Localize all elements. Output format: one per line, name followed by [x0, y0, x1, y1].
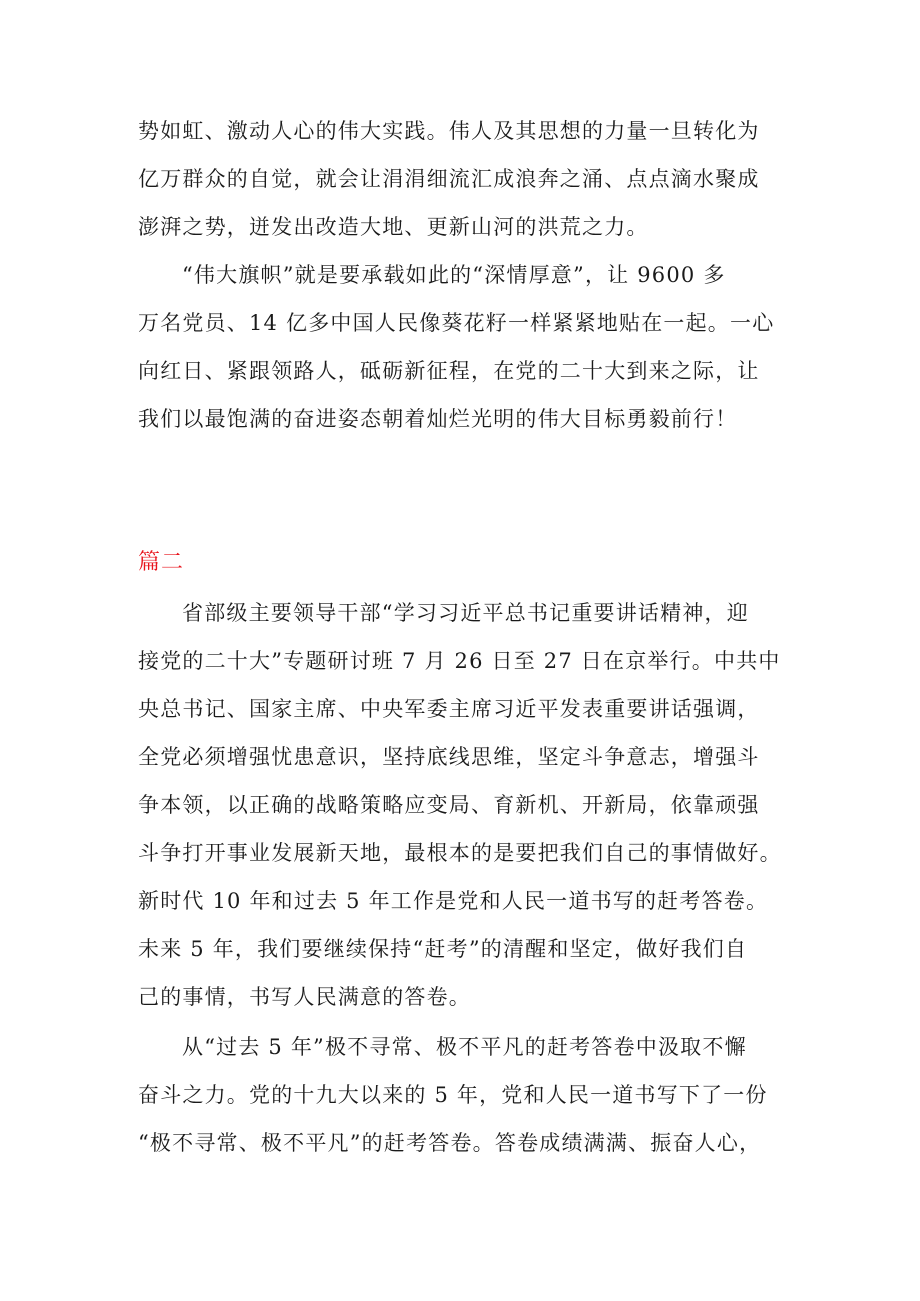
- text-line: 万名党员、14 亿多中国人民像葵花籽一样紧紧地贴在一起。一心: [138, 311, 775, 335]
- text-line: 全党必须增强忧患意识，坚持底线思维，坚定斗争意志，增强斗: [138, 745, 760, 769]
- text-line: 新时代 10 年和过去 5 年工作是党和人民一道书写的赶考答卷。: [138, 889, 769, 913]
- text-line: 争本领，以正确的战略策略应变局、育新机、开新局，依靠顽强: [138, 793, 760, 817]
- text-line: 澎湃之势，迸发出改造大地、更新山河的洪荒之力。: [138, 215, 649, 239]
- text-line: “伟大旗帜”就是要承载如此的“深情厚意”，让 9600 多: [182, 263, 726, 287]
- text-line: 己的事情，书写人民满意的答卷。: [138, 985, 471, 1009]
- text-line: 斗争打开事业发展新天地，最根本的是要把我们自己的事情做好。: [138, 841, 782, 865]
- text-line: 奋斗之力。党的十九大以来的 5 年，党和人民一道书写下了一份: [138, 1083, 768, 1107]
- text-line: “极不寻常、极不平凡”的赶考答卷。答卷成绩满满、振奋人心，: [138, 1131, 762, 1155]
- text-line: 央总书记、国家主席、中央军委主席习近平发表重要讲话强调，: [138, 697, 760, 721]
- text-line: 未来 5 年，我们要继续保持“赶考”的清醒和坚定，做好我们自: [138, 937, 748, 961]
- text-line: 从“过去 5 年”极不寻常、极不平凡的赶考答卷中汲取不懈: [182, 1035, 747, 1059]
- text-line: 接党的二十大”专题研讨班 7 月 26 日至 27 日在京举行。中共中: [138, 649, 781, 673]
- text-line: 势如虹、激动人心的伟大实践。伟人及其思想的力量一旦转化为: [138, 119, 760, 143]
- text-line: 亿万群众的自觉，就会让涓涓细流汇成浪奔之涌、点点滴水聚成: [138, 167, 760, 191]
- text-line: 向红日、紧跟领路人，砥砺新征程，在党的二十大到来之际，让: [138, 359, 760, 383]
- text-line: 我们以最饱满的奋进姿态朝着灿烂光明的伟大目标勇毅前行！: [138, 407, 738, 431]
- section-heading: 篇二: [138, 550, 185, 575]
- text-line: 省部级主要领导干部“学习习近平总书记重要讲话精神，迎: [182, 601, 749, 625]
